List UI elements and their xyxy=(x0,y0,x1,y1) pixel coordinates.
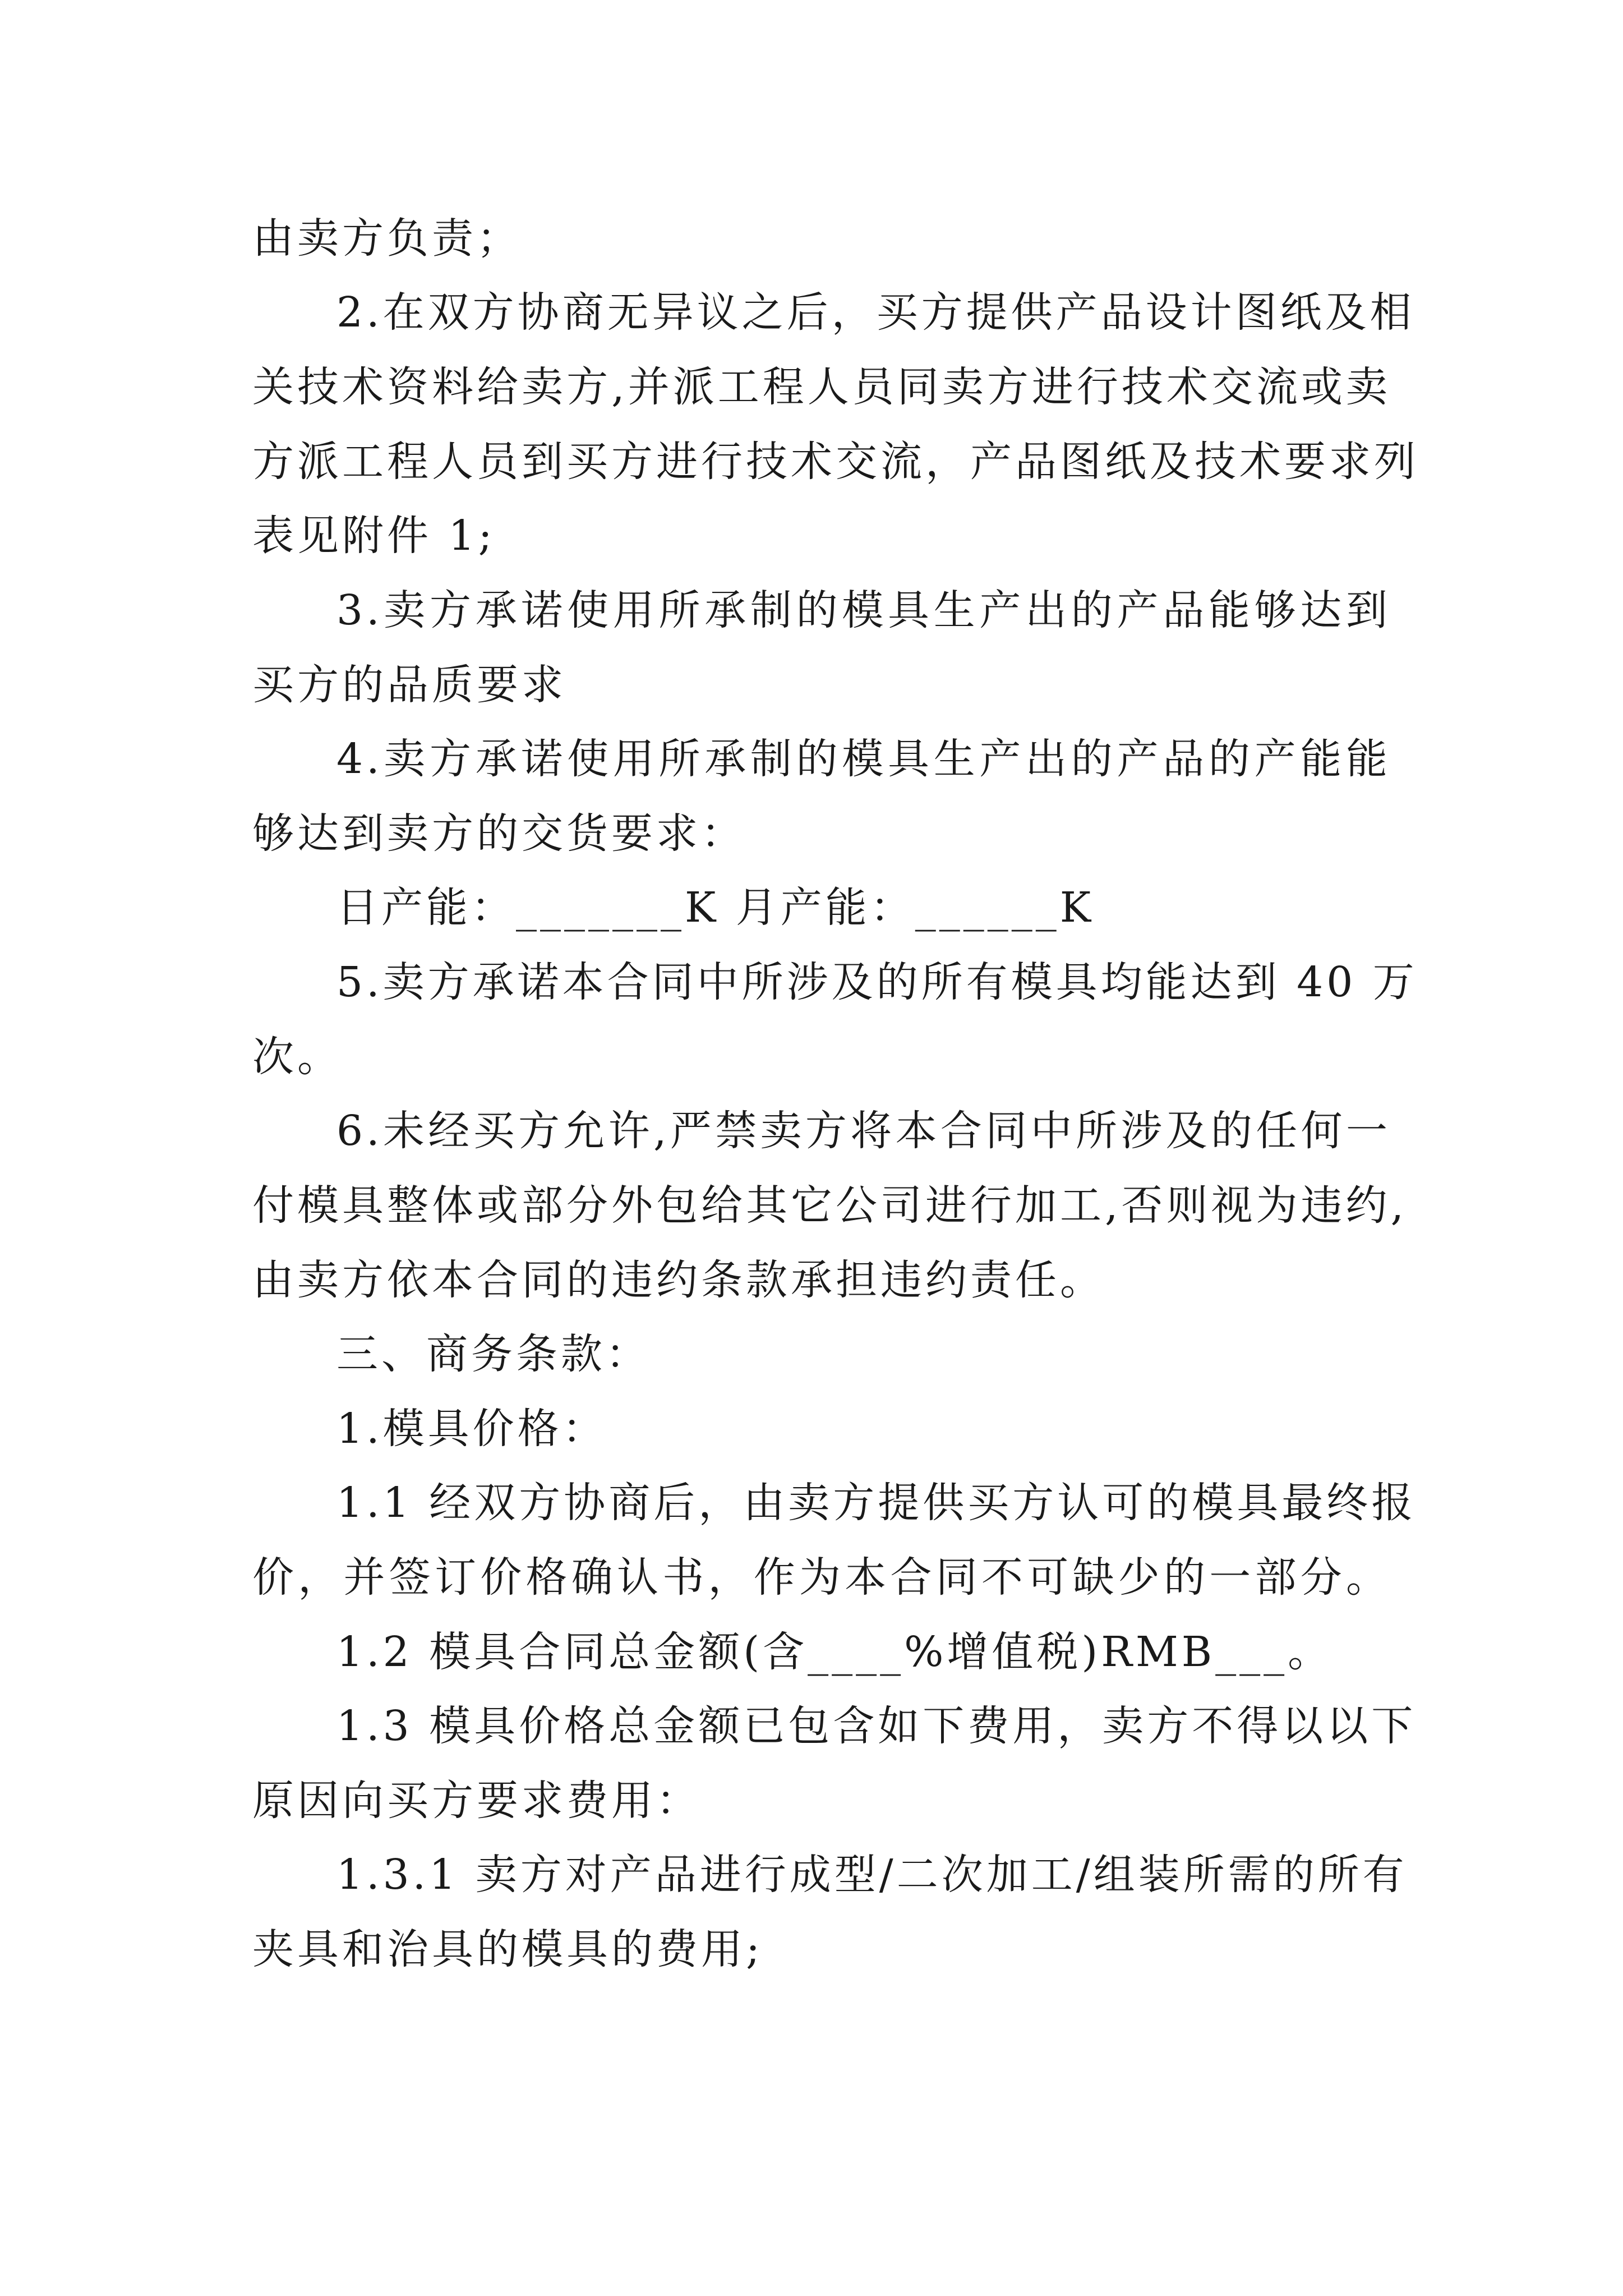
text-line: 关技术资料给卖方,并派工程人员同卖方进行技术交流或卖 xyxy=(252,363,1391,411)
section-heading: 三、商务条款： xyxy=(336,1330,651,1378)
text-line: 由卖方负责； xyxy=(252,214,522,263)
clause-5-line: 5.卖方承诺本合同中所涉及的所有模具均能达到 40 万 xyxy=(336,958,1418,1006)
text-line: 次。 xyxy=(252,1033,342,1081)
text-line: 价，并签订价格确认书，作为本合同不可缺少的一部分。 xyxy=(252,1553,1391,1602)
clause-2-line: 2.在双方协商无异议之后，买方提供产品设计图纸及相 xyxy=(336,288,1415,337)
clause-1-2-line: 1.2 模具合同总金额(含____%增值税)RMB___。 xyxy=(336,1628,1333,1676)
clause-1-3-1-line: 1.3.1 卖方对产品进行成型/二次加工/组装所需的所有 xyxy=(336,1851,1408,1899)
text-line: 表见附件 1; xyxy=(252,512,496,560)
text-line: 付模具整体或部分外包给其它公司进行加工,否则视为违约, xyxy=(252,1181,1408,1230)
clause-4-line: 4.卖方承诺使用所承制的模具生产出的产品的产能能 xyxy=(336,735,1391,783)
text-line: 够达到卖方的交货要求： xyxy=(252,809,746,858)
clause-6-line: 6.未经买方允许,严禁卖方将本合同中所涉及的任何一 xyxy=(336,1107,1391,1155)
clause-3-line: 3.卖方承诺使用所承制的模具生产出的产品能够达到 xyxy=(336,586,1391,634)
text-line: 由卖方依本合同的违约条款承担违约责任。 xyxy=(252,1256,1105,1304)
text-line: 夹具和治具的模具的费用; xyxy=(252,1925,763,1973)
text-line: 原因向买方要求费用： xyxy=(252,1777,701,1825)
clause-1-3-line: 1.3 模具价格总金额已包含如下费用，卖方不得以以下 xyxy=(336,1702,1417,1750)
subsection-heading: 1.模具价格： xyxy=(336,1405,607,1453)
capacity-line: 日产能：_______K 月产能：______K xyxy=(336,884,1095,932)
text-line: 方派工程人员到买方进行技术交流，产品图纸及技术要求列 xyxy=(252,438,1419,486)
clause-1-1-line: 1.1 经双方协商后，由卖方提供买方认可的模具最终报 xyxy=(336,1479,1417,1527)
text-line: 买方的品质要求 xyxy=(252,661,566,709)
